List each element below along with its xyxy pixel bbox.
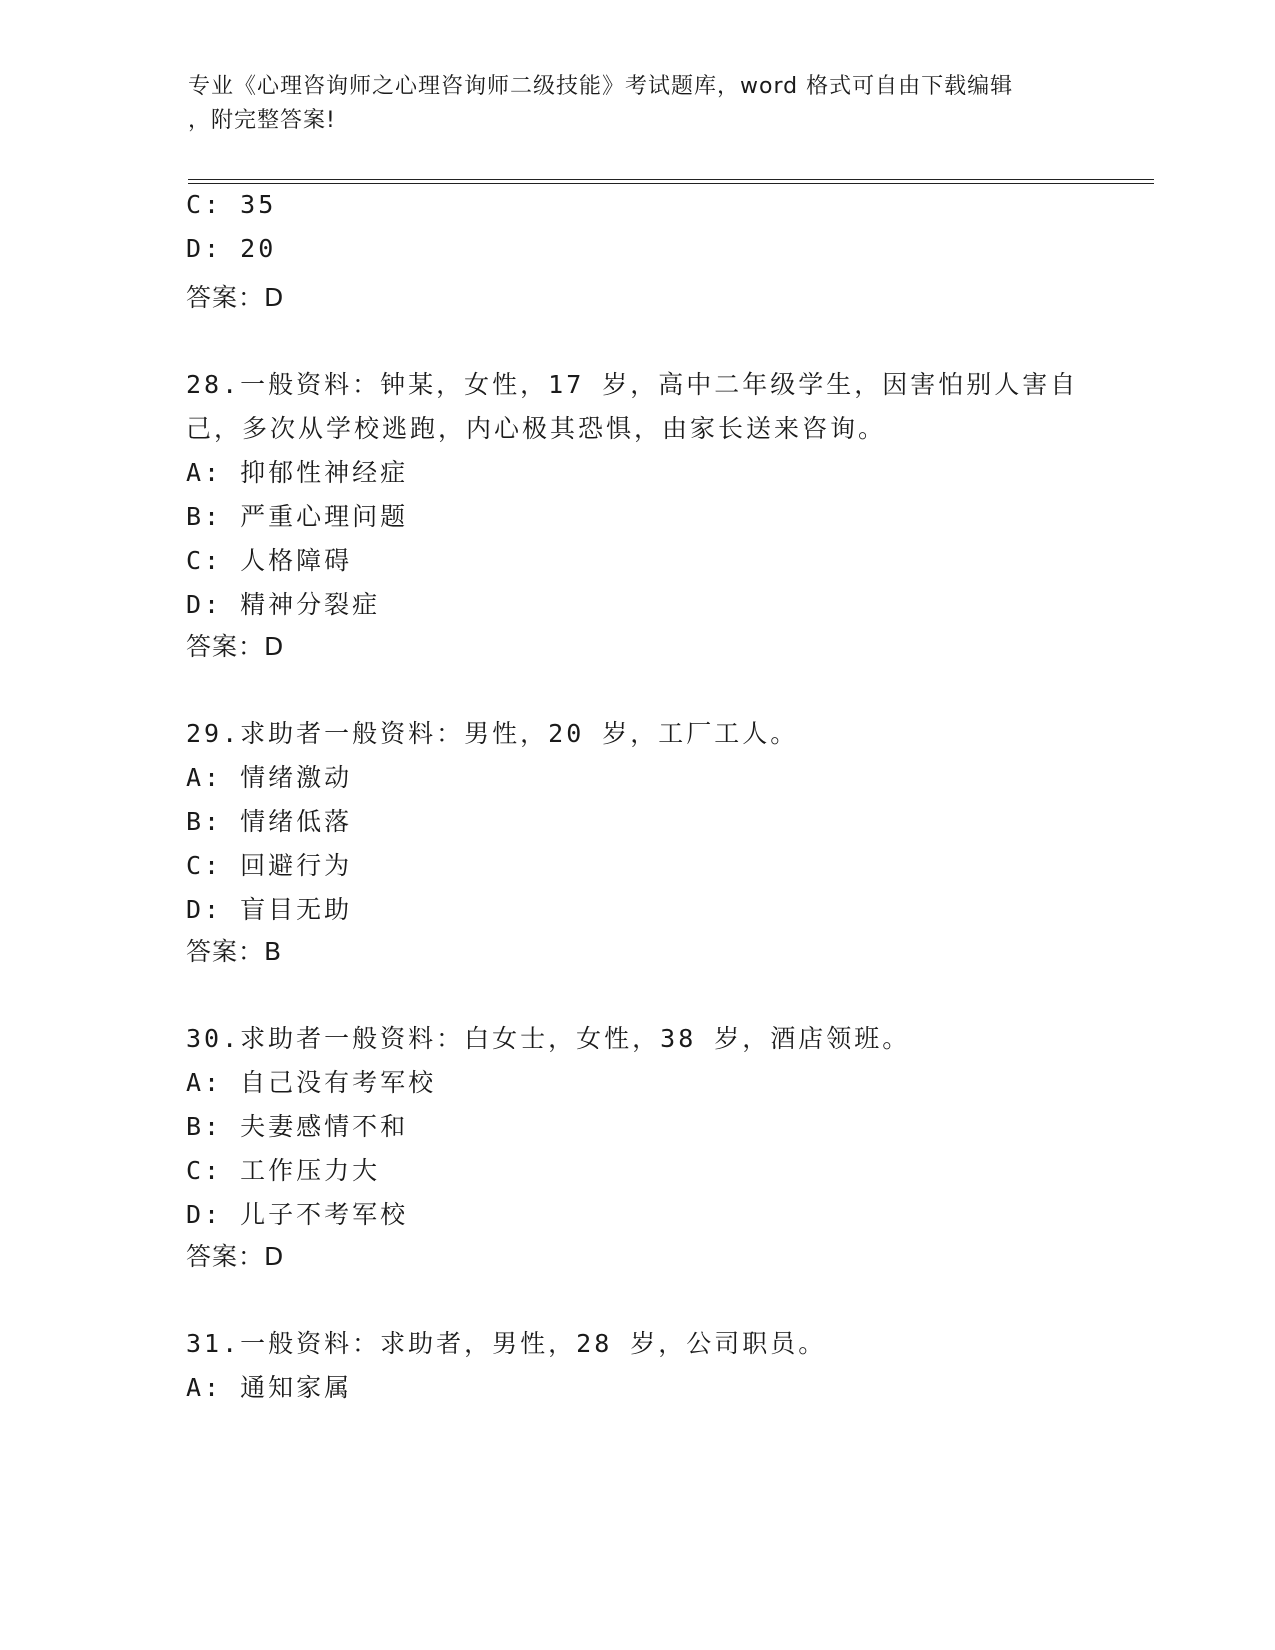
question-29-option-a: A: 情绪激动	[186, 763, 353, 792]
question-30-option-a: A: 自己没有考军校	[186, 1068, 437, 1097]
question-29-option-c: C: 回避行为	[186, 851, 353, 880]
question-29-answer: 答案：B	[186, 937, 283, 966]
question-30-stem: 30.求助者一般资料：白女士，女性，38 岁，酒店领班。	[186, 1024, 911, 1053]
question-30-option-d: D: 儿子不考军校	[186, 1200, 409, 1229]
header-title-line-2: ，附完整答案!	[188, 108, 336, 133]
question-28-answer: 答案：D	[186, 632, 285, 661]
question-28-option-d: D: 精神分裂症	[186, 590, 381, 619]
question-31-option-a: A: 通知家属	[186, 1373, 353, 1402]
page-header	[188, 70, 1068, 138]
question-28-option-b: B: 严重心理问题	[186, 502, 409, 531]
question-30-answer: 答案：D	[186, 1242, 285, 1271]
option-c: C: 35	[186, 190, 277, 219]
header-title-line-1: 专业《心理咨询师之心理咨询师二级技能》考试题库，word 格式可自由下载编辑	[188, 74, 1014, 99]
question-29-option-b: B: 情绪低落	[186, 807, 353, 836]
answer-line: 答案：D	[186, 283, 285, 312]
question-31-stem: 31.一般资料：求助者，男性，28 岁，公司职员。	[186, 1329, 827, 1358]
question-29-stem: 29.求助者一般资料：男性，20 岁，工厂工人。	[186, 719, 799, 748]
question-30-option-b: B: 夫妻感情不和	[186, 1112, 409, 1141]
header-divider-top	[188, 179, 1154, 180]
header-divider-bottom	[188, 183, 1154, 184]
question-28-stem-line-2: 己，多次从学校逃跑，内心极其恐惧，由家长送来咨询。	[186, 414, 887, 443]
question-28-stem-line-1: 28.一般资料：钟某，女性，17 岁，高中二年级学生，因害怕别人害自	[186, 370, 1079, 399]
option-d: D: 20	[186, 234, 277, 263]
question-28-option-a: A: 抑郁性神经症	[186, 458, 409, 487]
question-29-option-d: D: 盲目无助	[186, 895, 353, 924]
question-30-option-c: C: 工作压力大	[186, 1156, 381, 1185]
question-28-option-c: C: 人格障碍	[186, 546, 353, 575]
